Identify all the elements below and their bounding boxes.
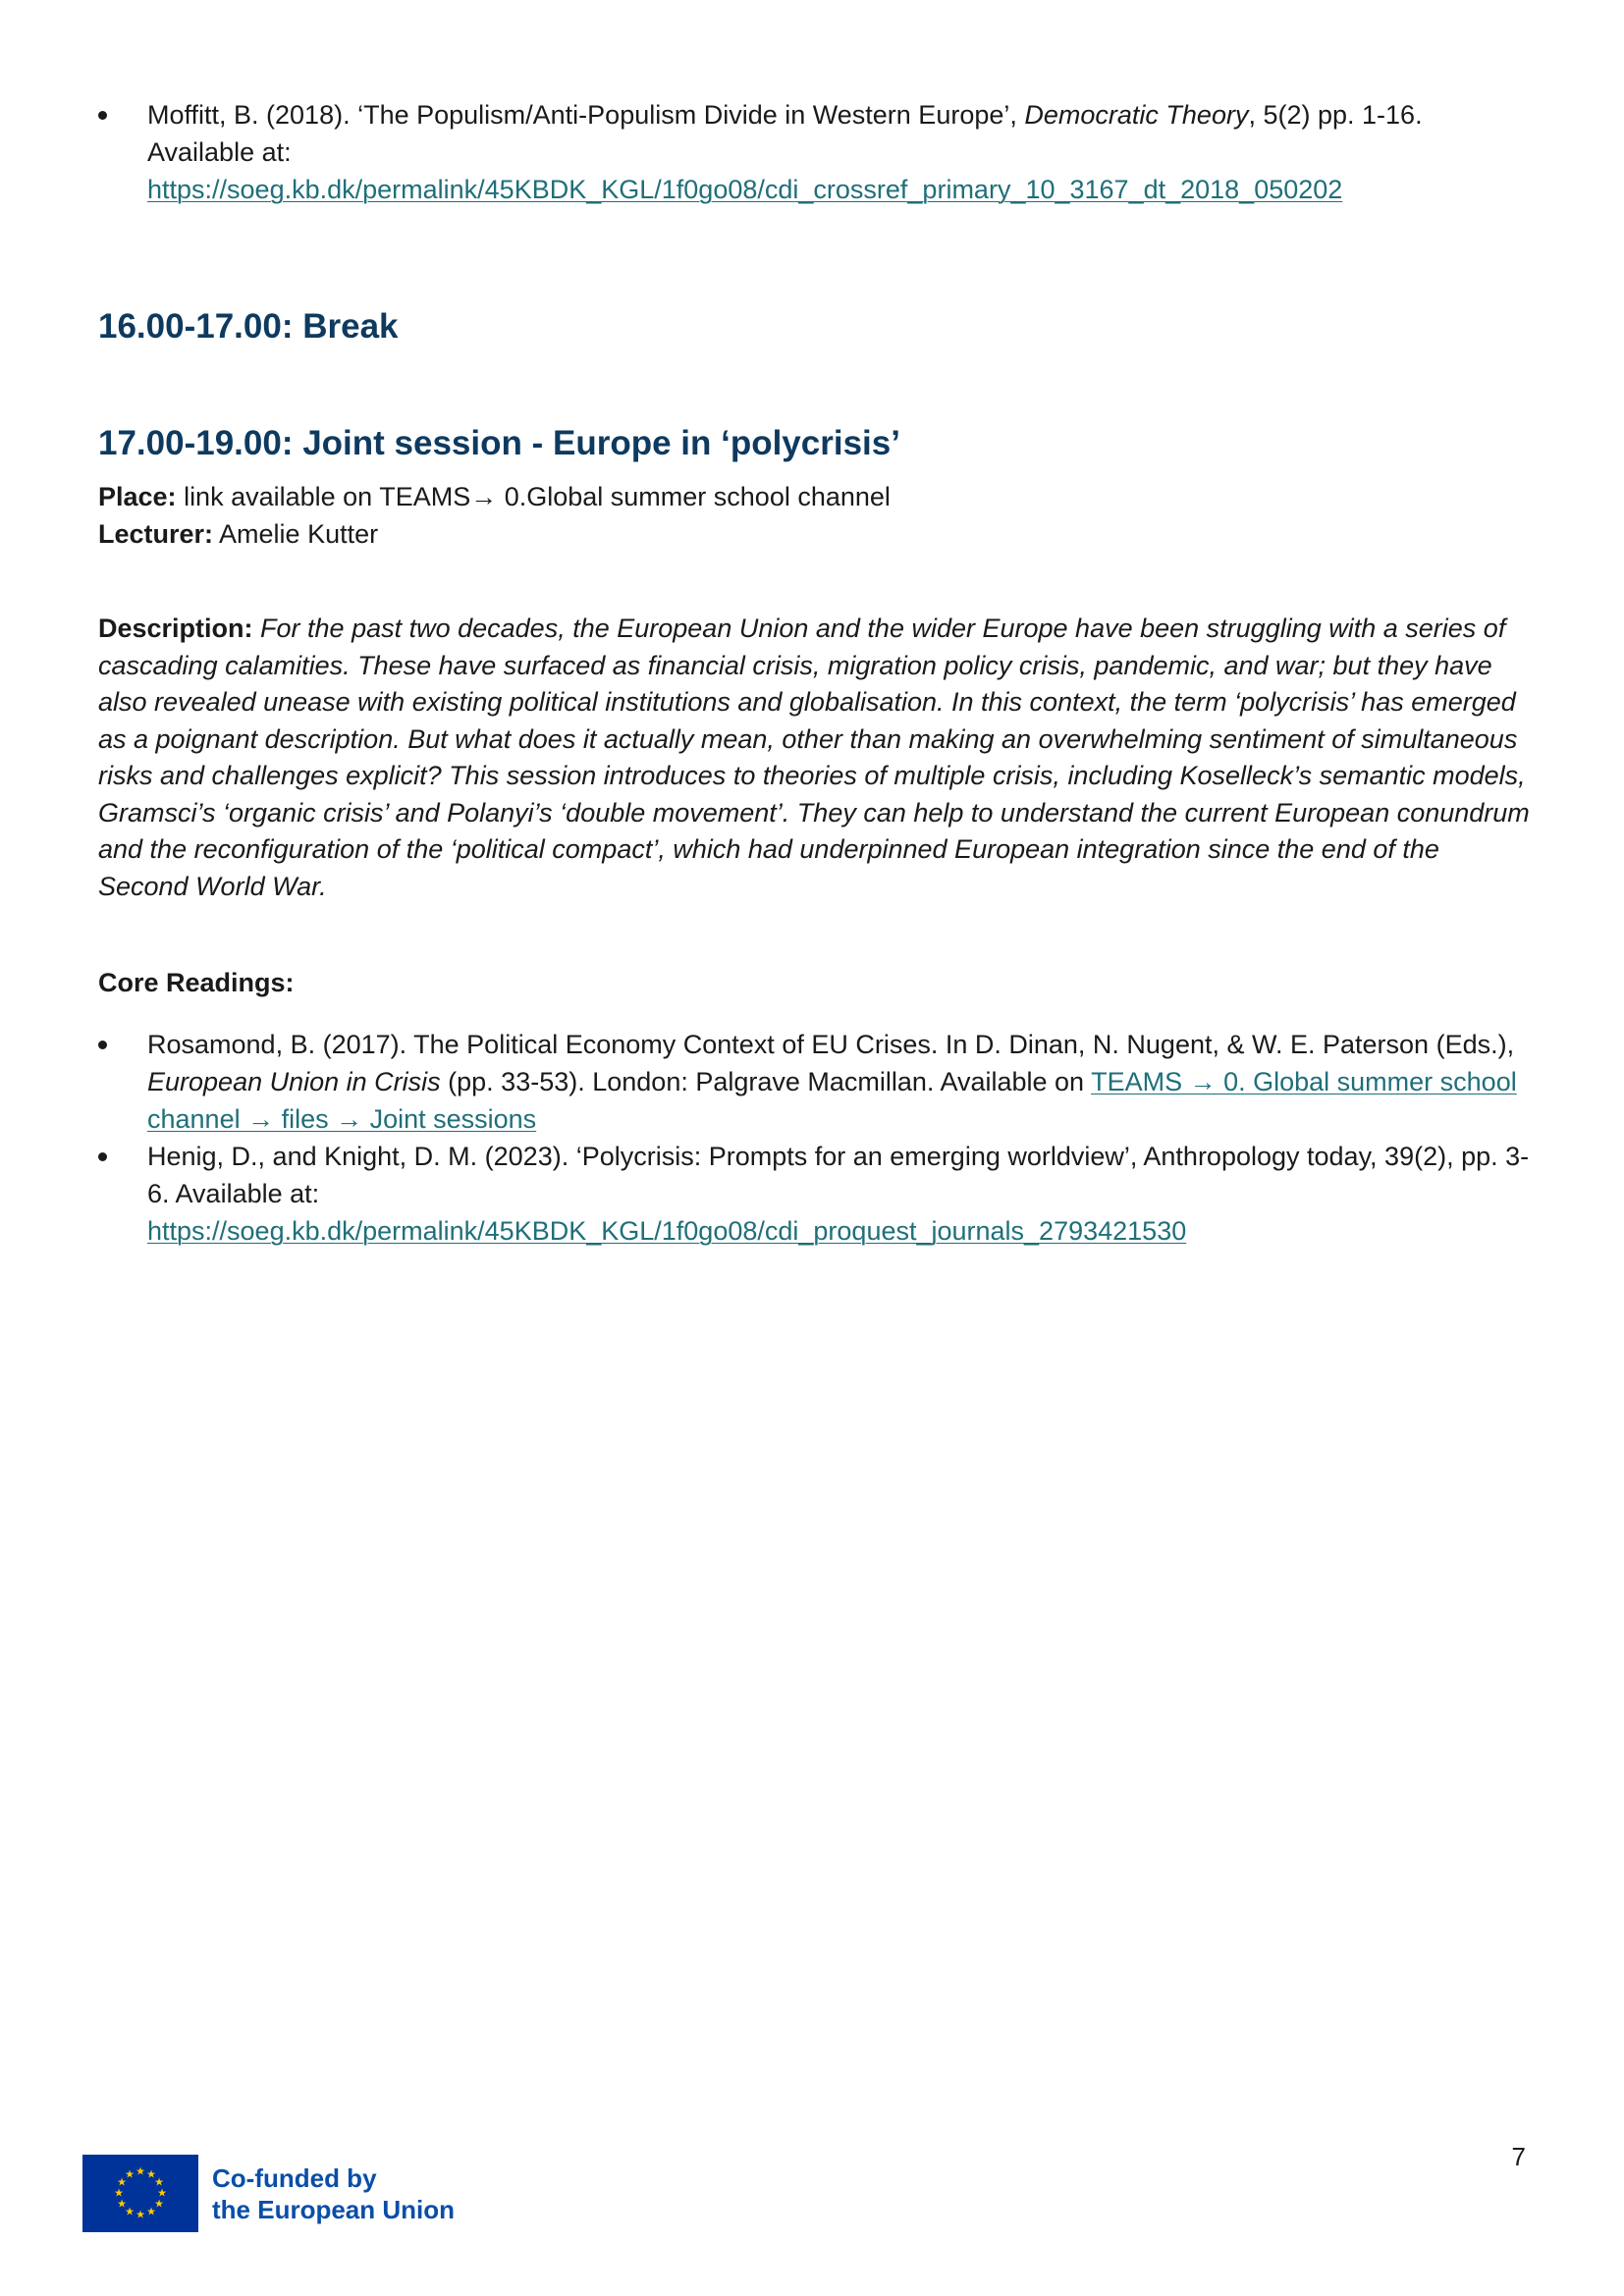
place-line (98, 478, 1532, 515)
core-readings-heading: Core Readings: (98, 968, 295, 997)
session-meta (98, 478, 1532, 553)
teams-files-link[interactable]: TEAMS → 0. Global summer school channel → files → Joint sessions (147, 1067, 1517, 1134)
reading-citation-rest: (pp. 33-53). London: Palgrave Macmillan. Available on (440, 1067, 1092, 1096)
top-reading-list (98, 96, 1532, 208)
list-item (98, 1138, 1532, 1250)
svg-text:★: ★ (154, 2197, 164, 2211)
eu-flag-icon (82, 2155, 198, 2232)
page-number: 7 (1511, 2142, 1526, 2171)
reading-citation: Moffitt, B. (2018). ‘The Populism/Anti-Populism Divide in Western Europe’, (147, 100, 1017, 130)
reading-link[interactable]: https://soeg.kb.dk/permalink/45KBDK_KGL/1f0go08/cdi_proquest_journals_2793421530 (147, 1216, 1187, 1246)
break-heading: 16.00-17.00: Break (98, 307, 399, 346)
cofunded-line-1: Co-funded by (212, 2163, 377, 2193)
cofunded-line-2: the European Union (212, 2194, 455, 2224)
place-label: Place: (98, 482, 177, 511)
reading-citation: Rosamond, B. (2017). The Political Economy Context of EU Crises. In D. Dinan, N. Nugent, & W. E. Paterson (Eds.), (147, 1030, 1515, 1059)
core-readings-list (98, 1026, 1532, 1250)
svg-text:★: ★ (135, 2208, 145, 2221)
lecturer-line (98, 515, 1532, 553)
bullet-icon (98, 1152, 107, 1161)
cofunded-text (212, 2163, 455, 2225)
svg-text:★: ★ (146, 2205, 156, 2218)
eu-stars-icon (82, 2155, 198, 2232)
svg-text:★: ★ (146, 2167, 156, 2181)
reading-citation: Henig, D., and Knight, D. M. (2023). ‘Polycrisis: Prompts for an emerging worldview’, Anthropology today, 39(2), pp. 3-6. Available at: (147, 1142, 1530, 1208)
cofunded-logo (82, 2155, 455, 2232)
description-label: Description: (98, 614, 253, 643)
svg-text:★: ★ (157, 2186, 167, 2200)
svg-text:★: ★ (117, 2175, 127, 2189)
svg-text:★: ★ (125, 2167, 135, 2181)
reading-journal: Democratic Theory (1024, 100, 1249, 130)
svg-text:★: ★ (114, 2186, 124, 2200)
reading-book-title: European Union in Crisis (147, 1067, 441, 1096)
svg-text:★: ★ (125, 2205, 135, 2218)
place-value: link available on TEAMS→ 0.Global summer school channel (176, 482, 891, 511)
svg-text:★: ★ (135, 2164, 145, 2178)
session-heading: 17.00-19.00: Joint session - Europe in ‘polycrisis’ (98, 424, 900, 462)
list-item (98, 1026, 1532, 1138)
reading-citation-rest: , 5(2) pp. 1-16. Available at: (147, 100, 1423, 167)
svg-text:★: ★ (117, 2197, 127, 2211)
lecturer-value: Amelie Kutter (213, 519, 379, 549)
list-item (98, 96, 1532, 208)
description-paragraph (98, 611, 1532, 905)
lecturer-label: Lecturer: (98, 519, 214, 549)
bullet-icon (98, 1041, 107, 1049)
bullet-icon (98, 111, 107, 120)
description-text: For the past two decades, the European Union and the wider Europe have been struggling with a series of cascading calamities. These have surfaced as financial crisis, migration policy crisis, pandemic, and war; but they have also revealed unease with existing political institutions and globalisation. In this context, the term ‘polycrisis’ has emerged as a poignant description. But what does it actually mean, other than making an overwhelming sentiment of simultaneous risks and challenges explicit? This session introduces to theories of multiple crisis, including Koselleck’s semantic models, Gramsci’s ‘organic crisis’ and Polanyi’s ‘double movement’. They can help to understand the current European conundrum and the reconfiguration of the ‘political compact’, which had underpinned European integration since the end of the Second World War. (98, 614, 1530, 901)
svg-text:★: ★ (154, 2175, 164, 2189)
reading-link[interactable]: https://soeg.kb.dk/permalink/45KBDK_KGL/1f0go08/cdi_crossref_primary_10_3167_dt_2018_050202 (147, 175, 1343, 204)
